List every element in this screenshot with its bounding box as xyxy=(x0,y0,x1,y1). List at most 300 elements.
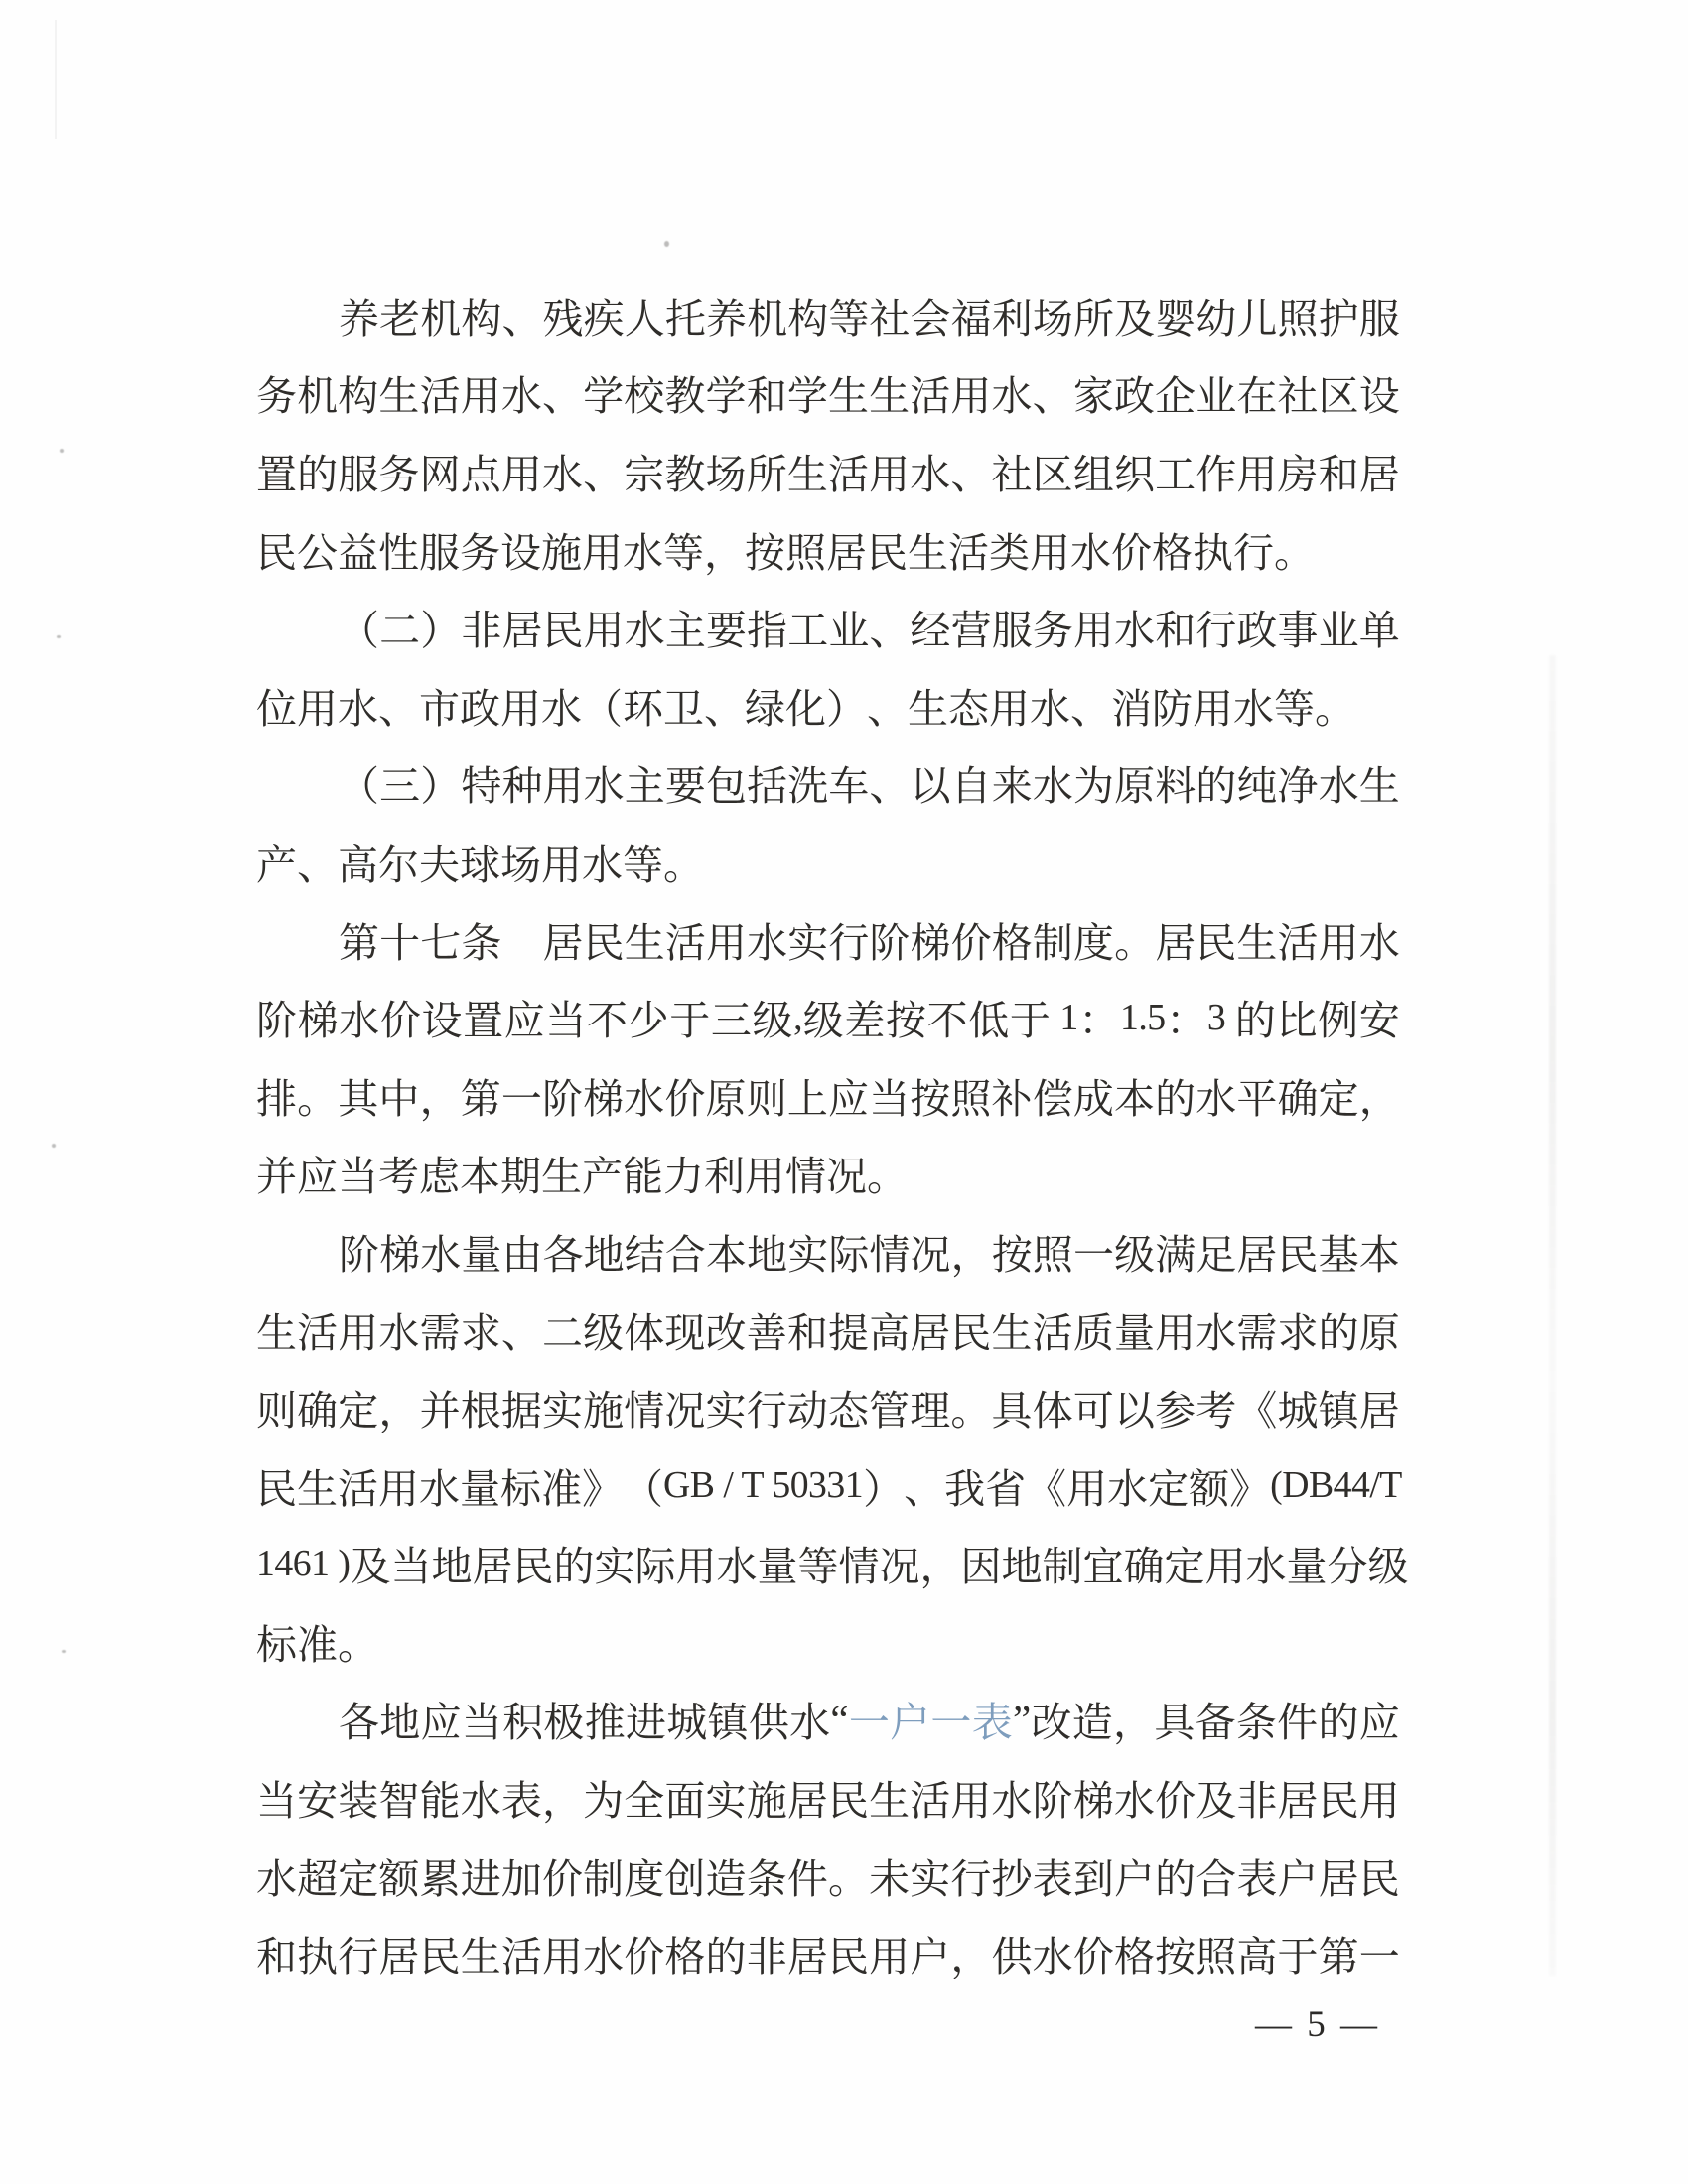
document-char: 构 xyxy=(338,373,379,420)
document-char: 一 xyxy=(930,1700,972,1746)
document-line xyxy=(256,745,1400,823)
document-char: 生 xyxy=(1236,919,1278,966)
document-char: 利 xyxy=(704,1154,745,1200)
document-char: 用 xyxy=(1030,529,1070,576)
document-char: 点 xyxy=(460,451,501,497)
document-line xyxy=(256,1135,1400,1213)
document-char: 一 xyxy=(1358,1934,1400,1980)
document-char: 梯 xyxy=(297,998,339,1044)
document-char: 额 xyxy=(378,1855,420,1902)
document-char: 、 xyxy=(378,685,419,732)
document-char: 水 xyxy=(1358,919,1400,966)
document-char: 上 xyxy=(786,1075,828,1122)
document-char: 量 xyxy=(461,1231,502,1278)
document-char: 护 xyxy=(1318,295,1359,341)
document-char: 度 xyxy=(624,1855,665,1902)
document-char: 、 xyxy=(869,763,911,810)
document-char: 善 xyxy=(746,1309,787,1356)
document-char: 洗 xyxy=(787,763,829,810)
document-char: 。 xyxy=(1315,685,1355,732)
document-char: 。 xyxy=(827,1855,869,1902)
document-char: 用 xyxy=(460,373,501,420)
document-char: ， xyxy=(919,1544,961,1590)
document-line xyxy=(256,1602,1400,1681)
document-char: 1461 ) xyxy=(256,1542,351,1584)
document-char: 确 xyxy=(1123,1544,1165,1590)
document-char: 价 xyxy=(379,998,421,1044)
document-char: 生 xyxy=(256,1309,297,1356)
document-char: 生 xyxy=(869,373,911,420)
document-char: 市 xyxy=(419,685,460,732)
document-char: 价 xyxy=(624,1934,665,1980)
document-char: 由 xyxy=(501,1231,543,1278)
document-char: ， xyxy=(378,1388,420,1434)
document-char: 生 xyxy=(297,1465,338,1512)
document-char: 量 xyxy=(460,1465,500,1512)
document-char: 水 xyxy=(910,451,951,497)
document-char: 卫 xyxy=(663,685,704,732)
document-char: 校 xyxy=(624,373,665,420)
document-char: 居 xyxy=(472,1544,513,1590)
document-char: 各 xyxy=(339,1700,379,1746)
document-char: 企 xyxy=(1155,373,1196,420)
document-char: 益 xyxy=(338,529,378,576)
document-char: 求 xyxy=(460,1309,501,1356)
document-char: 以 xyxy=(910,763,951,810)
document-char: 改 xyxy=(705,1309,747,1356)
document-char: 情 xyxy=(785,1154,826,1200)
document-char: 及 xyxy=(1114,295,1156,341)
document-char: 防 xyxy=(1152,685,1193,732)
document-char: 基 xyxy=(1318,1231,1359,1278)
document-char: 合 xyxy=(664,1231,706,1278)
document-char: 积 xyxy=(502,1700,544,1746)
document-char: 本 xyxy=(460,1154,500,1200)
document-char: 民 xyxy=(256,529,297,576)
document-char: 行 xyxy=(746,1388,787,1434)
document-line xyxy=(256,1368,1400,1446)
document-char: 水 xyxy=(1032,1934,1073,1980)
document-line xyxy=(256,354,1400,433)
document-char: 条 xyxy=(746,1855,787,1902)
document-char: 、 xyxy=(904,1465,945,1512)
document-char: 价 xyxy=(541,1855,583,1902)
document-char: 自 xyxy=(950,763,992,810)
document-char: 水 xyxy=(582,841,623,887)
document-char: 据 xyxy=(500,1388,542,1434)
document-char: 产 xyxy=(256,841,297,887)
document-line xyxy=(256,432,1400,510)
document-char: 则 xyxy=(256,1388,297,1434)
document-char: 用 xyxy=(297,685,338,732)
document-char: 在 xyxy=(1236,373,1278,420)
document-char: 生 xyxy=(460,1934,501,1980)
document-char: 考 xyxy=(1196,1388,1237,1434)
document-char: 和 xyxy=(746,373,787,420)
document-char: 例 xyxy=(1318,998,1359,1044)
document-char: 各 xyxy=(542,1231,584,1278)
document-char: 养 xyxy=(705,295,747,341)
document-char: 进 xyxy=(460,1855,501,1902)
document-char: 镇 xyxy=(707,1700,749,1746)
document-char: 生 xyxy=(541,1154,582,1200)
document-char: 水 xyxy=(541,451,583,497)
scan-speck xyxy=(52,1144,56,1148)
document-char: 用 xyxy=(1072,608,1114,654)
document-char: 活 xyxy=(1032,1309,1073,1356)
document-char: 利 xyxy=(991,295,1033,341)
document-char: 高 xyxy=(1236,1934,1278,1980)
document-char: 于 xyxy=(669,998,711,1044)
document-char: 水 xyxy=(1114,608,1156,654)
document-char: 未 xyxy=(869,1855,911,1902)
document-char: 用 xyxy=(989,685,1030,732)
document-char: 绿 xyxy=(745,685,785,732)
document-char: 纯 xyxy=(1236,763,1278,810)
document-char: 要 xyxy=(705,608,747,654)
document-char: 消 xyxy=(1111,685,1152,732)
document-char: 以 xyxy=(1113,1388,1155,1434)
document-char: 生 xyxy=(624,919,665,966)
document-char: 水 xyxy=(1233,685,1274,732)
document-char: ， xyxy=(704,529,745,576)
document-char: 等 xyxy=(1274,685,1315,732)
document-char: 表 xyxy=(1032,1855,1073,1902)
document-char: 营 xyxy=(950,608,992,654)
document-char: 件 xyxy=(1277,1700,1319,1746)
document-char: 定 xyxy=(1164,1544,1205,1590)
document-char: 一 xyxy=(1072,1231,1114,1278)
document-char: 水 xyxy=(747,919,788,966)
document-char: 。 xyxy=(663,841,704,887)
document-char: 等 xyxy=(797,1544,839,1590)
document-char: 高 xyxy=(869,1309,911,1356)
document-char: 务 xyxy=(256,373,297,420)
document-char: 用 xyxy=(1358,1778,1400,1825)
document-char: ， xyxy=(1113,1700,1155,1746)
document-char: 标 xyxy=(256,1621,297,1668)
document-char: 按 xyxy=(991,1231,1033,1278)
document-char: 用 xyxy=(1318,919,1359,966)
document-char: ） xyxy=(863,1465,905,1512)
document-char: 少 xyxy=(628,998,669,1044)
document-char: 服 xyxy=(338,451,379,497)
document-char: 民 xyxy=(512,1544,554,1590)
document-char: 业 xyxy=(1196,373,1237,420)
document-char: 的 xyxy=(1155,1855,1196,1902)
document-char: 居 xyxy=(1277,1778,1319,1825)
document-char: 儿 xyxy=(1236,295,1278,341)
document-char: 本 xyxy=(1358,1231,1400,1278)
document-char: 供 xyxy=(748,1700,789,1746)
document-char: 条 xyxy=(461,919,502,966)
document-char: 、 xyxy=(500,1309,542,1356)
document-char: 环 xyxy=(623,685,663,732)
document-char: 居 xyxy=(786,1778,828,1825)
document-char: 比 xyxy=(1276,998,1318,1044)
document-char: 智 xyxy=(378,1778,420,1825)
document-char: 的 xyxy=(1318,1309,1359,1356)
document-char: 能 xyxy=(623,1154,663,1200)
document-char: 水 xyxy=(624,608,665,654)
document-char: 第 xyxy=(339,919,379,966)
document-char: 期 xyxy=(500,1154,541,1200)
document-char: 价 xyxy=(1155,1778,1196,1825)
document-char: 类 xyxy=(989,529,1030,576)
document-char: 务 xyxy=(460,529,500,576)
document-char: 省 xyxy=(985,1465,1027,1512)
document-line xyxy=(256,900,1400,979)
document-char: 区 xyxy=(1318,373,1359,420)
page-number: — 5 — xyxy=(1255,2004,1380,2045)
document-char: 水 xyxy=(339,998,380,1044)
document-char: 机 xyxy=(420,295,462,341)
document-char: 政 xyxy=(1113,373,1155,420)
document-char: 加 xyxy=(500,1855,542,1902)
document-char: 施 xyxy=(583,1388,625,1434)
document-char: 民 xyxy=(1196,919,1237,966)
document-char: 一 xyxy=(848,1700,890,1746)
document-char: 活 xyxy=(297,1309,339,1356)
document-char: 水 xyxy=(789,1700,831,1746)
document-char: 生 xyxy=(827,373,869,420)
document-char: 用 xyxy=(705,919,747,966)
document-char: 力 xyxy=(663,1154,704,1200)
document-char: 执 xyxy=(297,1934,339,1980)
document-char: 地 xyxy=(747,1231,788,1278)
document-char: ” xyxy=(1012,1696,1032,1742)
document-char: 及 xyxy=(350,1544,391,1590)
document-char: 全 xyxy=(624,1778,665,1825)
document-char: 用 xyxy=(675,1544,717,1590)
document-char: 用 xyxy=(869,451,911,497)
document-char: 网 xyxy=(419,451,461,497)
document-char: 态 xyxy=(827,1388,869,1434)
document-char: 户 xyxy=(1277,1855,1319,1902)
document-char: 低 xyxy=(968,998,1010,1044)
document-char: 水 xyxy=(256,1855,297,1902)
document-char: 置 xyxy=(463,998,504,1044)
document-char: 成 xyxy=(1072,1075,1114,1122)
document-char: 水 xyxy=(1070,529,1111,576)
document-char: 宗 xyxy=(624,451,665,497)
document-char: 水 xyxy=(500,373,542,420)
document-char: 装 xyxy=(338,1778,379,1825)
document-char: 学 xyxy=(705,373,747,420)
document-line xyxy=(256,276,1400,354)
document-char: 、 xyxy=(869,608,911,654)
document-char: 活 xyxy=(910,373,951,420)
document-char: 体 xyxy=(624,1309,665,1356)
document-char: 度 xyxy=(1072,919,1114,966)
document-char: 地 xyxy=(431,1544,473,1590)
document-char: 。 xyxy=(338,1621,378,1668)
document-char: 《 xyxy=(1026,1465,1067,1512)
document-char: 活 xyxy=(948,529,989,576)
document-char: 。 xyxy=(867,1154,908,1200)
document-char: 不 xyxy=(926,998,968,1044)
document-char: 人 xyxy=(624,295,665,341)
document-char: 应 xyxy=(420,1700,462,1746)
document-char: 镇 xyxy=(1318,1388,1359,1434)
document-char: 活 xyxy=(664,919,706,966)
document-char: 居 xyxy=(378,1934,420,1980)
document-char: 居 xyxy=(1358,451,1400,497)
document-char: 政 xyxy=(1236,608,1278,654)
document-char: 质 xyxy=(1072,1309,1114,1356)
document-char: 现 xyxy=(664,1309,706,1356)
document-char: 》 xyxy=(1229,1465,1271,1512)
document-char: 教 xyxy=(664,373,706,420)
document-char: 产 xyxy=(582,1154,623,1200)
document-line xyxy=(256,978,1400,1056)
document-char: 为 xyxy=(1072,763,1114,810)
document-char: 居 xyxy=(1358,1388,1400,1434)
document-char: 水 xyxy=(991,1778,1033,1825)
document-char: 价 xyxy=(950,919,992,966)
document-char: 本 xyxy=(1113,1075,1155,1122)
document-char: “ xyxy=(830,1696,849,1742)
document-char: 、 xyxy=(541,373,583,420)
document-char: 居 xyxy=(501,608,543,654)
document-char: 社 xyxy=(1277,373,1319,420)
document-char: 单 xyxy=(1358,608,1400,654)
document-char: 水 xyxy=(1196,1075,1237,1122)
document-char: 净 xyxy=(1277,763,1319,810)
document-char: 作 xyxy=(1196,451,1237,497)
document-char: 用 xyxy=(542,763,584,810)
document-char: 表 xyxy=(1236,1855,1278,1902)
document-char: 于 xyxy=(1009,998,1051,1044)
document-char: 所 xyxy=(1072,295,1114,341)
document-char: 第 xyxy=(460,1075,501,1122)
document-char: 具 xyxy=(1154,1700,1196,1746)
document-char: 原 xyxy=(1114,763,1156,810)
document-char: 户 xyxy=(1113,1855,1155,1902)
document-char: 活 xyxy=(419,373,461,420)
document-line xyxy=(256,1291,1400,1369)
document-char: 用 xyxy=(1155,1309,1196,1356)
document-char: 当 xyxy=(390,1544,432,1590)
document-char: 态 xyxy=(948,685,989,732)
document-char: 民 xyxy=(827,1778,869,1825)
document-char: 机 xyxy=(747,295,788,341)
document-char: 求 xyxy=(1277,1309,1319,1356)
document-char: 教 xyxy=(664,451,706,497)
document-char: 、 xyxy=(1070,685,1111,732)
document-char: (DB44/T xyxy=(1270,1464,1402,1507)
document-char: 民 xyxy=(542,608,584,654)
document-char: 工 xyxy=(787,608,829,654)
document-char: 标 xyxy=(500,1465,541,1512)
document-char: 水 xyxy=(716,1544,758,1590)
document-char: 结 xyxy=(624,1231,665,1278)
document-char: 托 xyxy=(664,295,706,341)
document-char: 活 xyxy=(500,1934,542,1980)
document-char: 主 xyxy=(664,608,706,654)
document-char: 、 xyxy=(501,295,543,341)
document-char: 服 xyxy=(1358,295,1400,341)
document-char: 行 xyxy=(1233,529,1274,576)
document-char: 条 xyxy=(1235,1700,1277,1746)
document-char: 实 xyxy=(705,1388,747,1434)
document-char: 差 xyxy=(844,998,886,1044)
document-char: 况 xyxy=(826,1154,867,1200)
document-char: 推 xyxy=(584,1700,626,1746)
document-char: 表 xyxy=(500,1778,542,1825)
document-char: 格 xyxy=(664,1934,706,1980)
document-char: 织 xyxy=(1113,451,1155,497)
document-char xyxy=(501,910,542,969)
document-char: 一 xyxy=(500,1075,542,1122)
document-char: 、 xyxy=(1032,373,1073,420)
document-char: 主 xyxy=(624,763,665,810)
document-char: 用 xyxy=(583,608,625,654)
document-char: 学 xyxy=(583,373,625,420)
document-char: ， xyxy=(541,1778,583,1825)
document-char: 场 xyxy=(1032,295,1073,341)
document-char: 的 xyxy=(1318,1700,1359,1746)
document-char: 》 xyxy=(582,1465,623,1512)
document-char: 用 xyxy=(541,841,582,887)
document-char: 则 xyxy=(746,1075,787,1122)
document-line xyxy=(256,1758,1400,1837)
document-char: 梯 xyxy=(1072,1778,1114,1825)
document-char: 安 xyxy=(1358,998,1400,1044)
document-char: 用 xyxy=(869,1934,911,1980)
document-char: 面 xyxy=(664,1778,706,1825)
document-char: 居 xyxy=(1318,1855,1359,1902)
document-char: 1 xyxy=(1051,996,1078,1038)
document-char: 福 xyxy=(950,295,992,341)
document-char: 行 xyxy=(1196,608,1237,654)
document-char: 、 xyxy=(297,841,338,887)
document-char: 水 xyxy=(623,529,663,576)
document-char: 非 xyxy=(1236,1778,1278,1825)
document-char: 阶 xyxy=(256,998,297,1044)
document-char: 准 xyxy=(541,1465,582,1512)
document-char: 确 xyxy=(297,1388,339,1434)
document-char: 居 xyxy=(1236,1231,1278,1278)
document-line xyxy=(256,588,1400,666)
document-char: 水 xyxy=(624,1075,665,1122)
document-char: 情 xyxy=(869,1231,911,1278)
scan-speck xyxy=(57,635,61,638)
document-char: ， xyxy=(950,1934,992,1980)
document-char: 定 xyxy=(338,1388,379,1434)
document-char: 房 xyxy=(1277,451,1319,497)
document-char: 水 xyxy=(338,685,378,732)
document-char: 照 xyxy=(1196,1934,1237,1980)
document-char: 照 xyxy=(1032,1231,1073,1278)
document-char: 二 xyxy=(541,1309,583,1356)
document-char: 等 xyxy=(623,841,663,887)
document-char: 区 xyxy=(1032,451,1073,497)
document-char: 幼 xyxy=(1196,295,1237,341)
document-char: 活 xyxy=(827,451,869,497)
document-char: 格 xyxy=(991,919,1033,966)
document-char: 制 xyxy=(583,1855,625,1902)
document-char: （ xyxy=(582,685,623,732)
document-char: 累 xyxy=(419,1855,461,1902)
document-char: 城 xyxy=(1277,1388,1319,1434)
document-char: 的 xyxy=(705,1934,747,1980)
document-char: 阶 xyxy=(869,919,911,966)
document-char: ） xyxy=(826,685,867,732)
document-char: 二 xyxy=(379,608,421,654)
document-char: 和 xyxy=(1318,451,1359,497)
document-char: 等 xyxy=(663,529,704,576)
